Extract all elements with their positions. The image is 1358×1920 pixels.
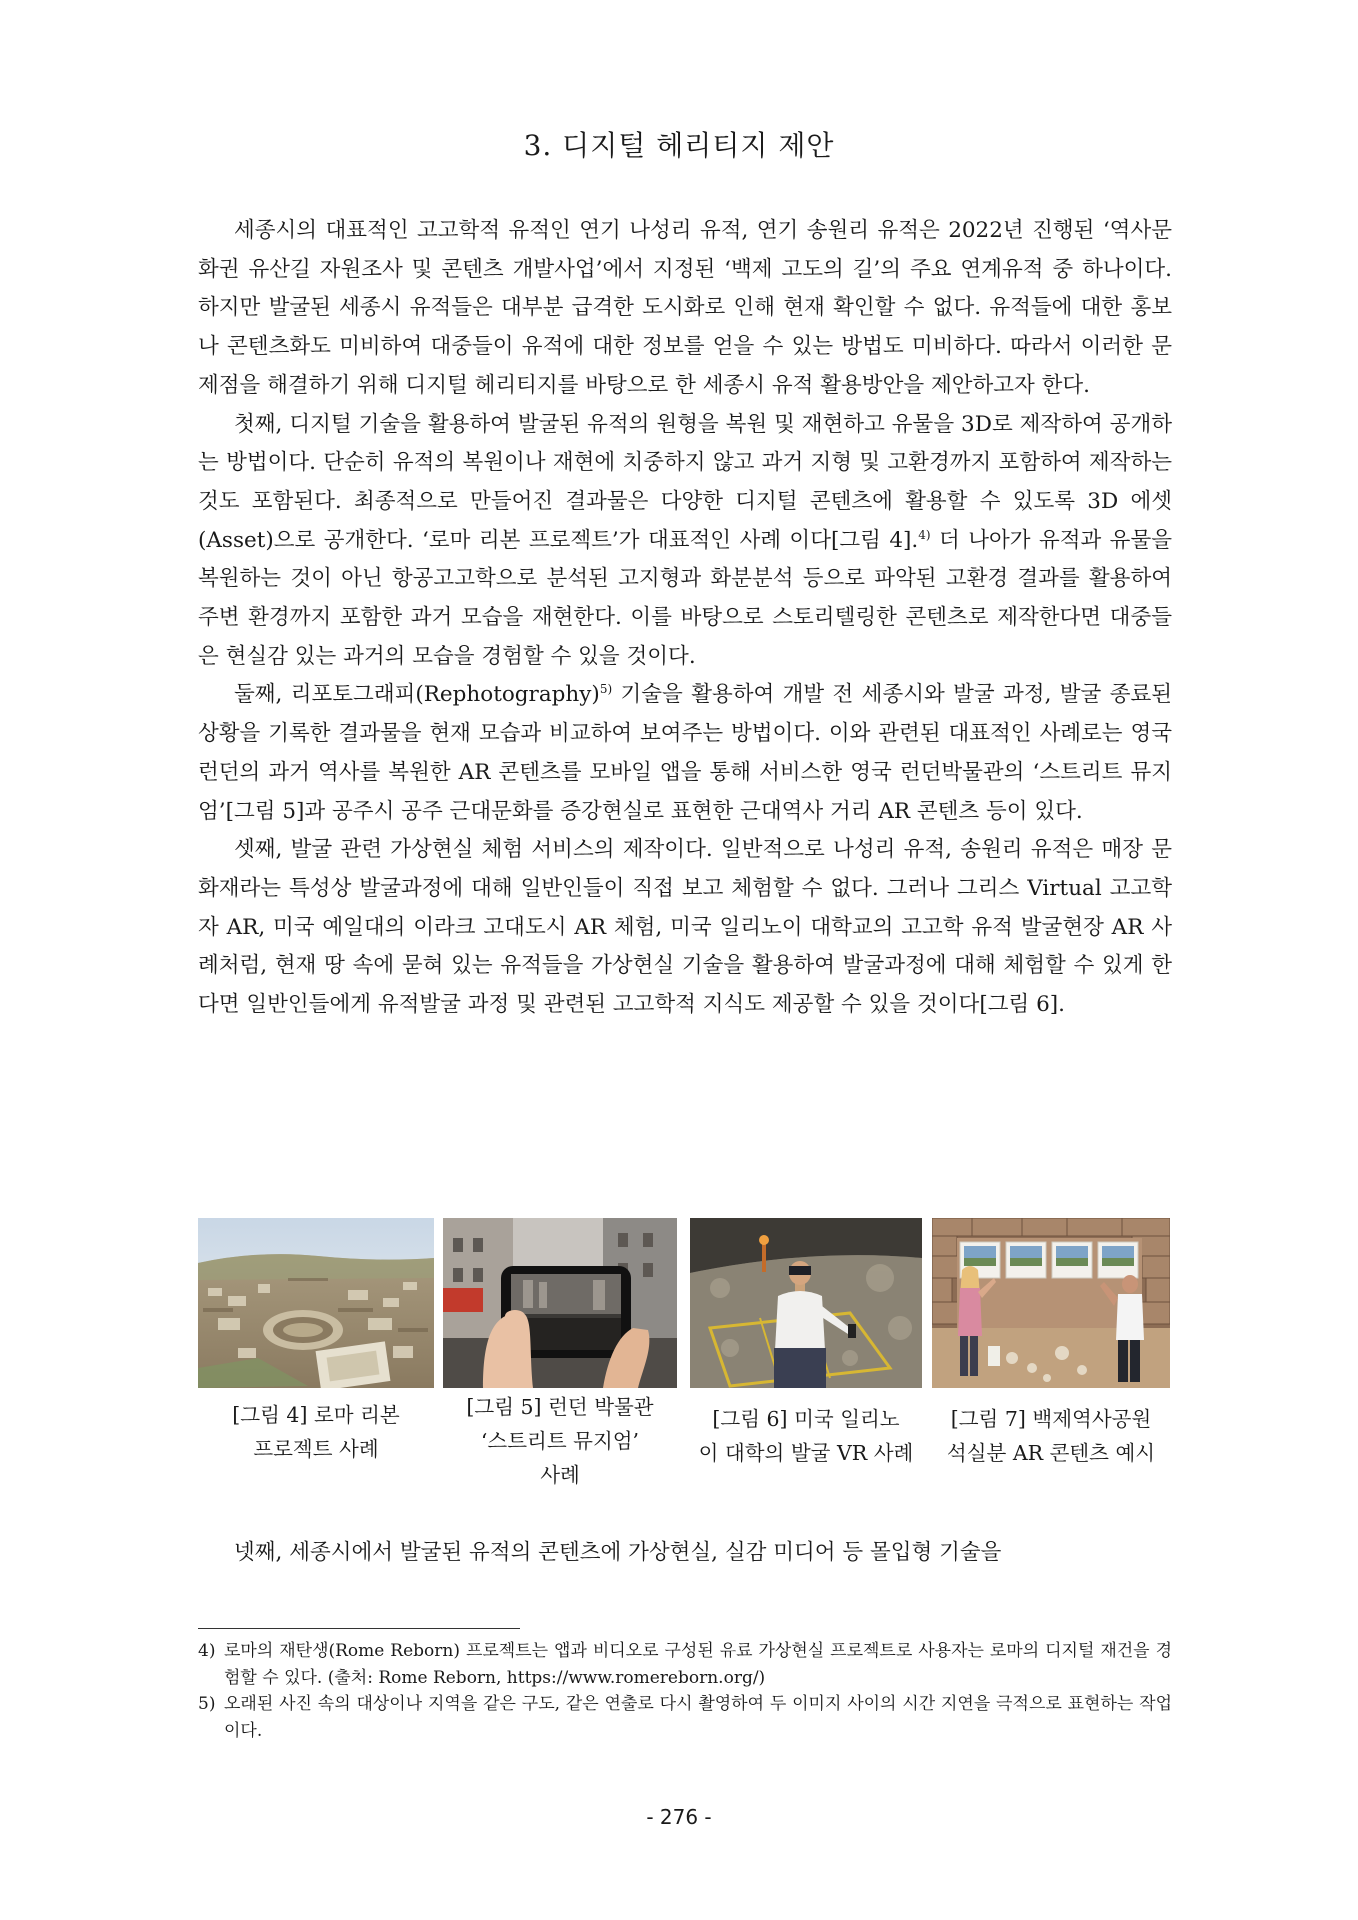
- paragraph-fourth: 넷째, 세종시에서 발굴된 유적의 콘텐츠에 가상현실, 실감 미디어 등 몰입형 기술을: [234, 1540, 1002, 1565]
- figure-7-caption: [그림 7] 백제역사공원 석실분 AR 콘텐츠 예시: [946, 1407, 1156, 1465]
- figure-6: [690, 1218, 922, 1470]
- figure-4-image: [198, 1218, 434, 1388]
- footnote-ref-4[interactable]: 4): [918, 527, 931, 542]
- figure-7: [932, 1218, 1170, 1470]
- figure-5-image: [443, 1218, 677, 1388]
- paragraph-intro: 세종시의 대표적인 고고학적 유적인 연기 나성리 유적, 연기 송원리 유적은 2022년 진행된 ‘역사문화권 유산길 자원조사 및 콘텐츠 개발사업’에서 지정된 ‘백제 고도의 길’의 주요 연계유적 중 하나이다. 하지만 발굴된 세종시 유적들은 대부분 급격한 도시화로 인해 현재 확인할 수 없다. 유적들에 대한 홍보나 콘텐츠화도 미비하여 대중들이 유적에 대한 정보를 얻을 수 있는 방법도 미비하다. 따라서 이러한 문제점을 해결하기 위해 디지털 헤리티지를 바탕으로 한 세종시 유적 활용방안을 제안하고자 한다.: [198, 218, 1172, 398]
- figure-6-image: [690, 1218, 922, 1388]
- paragraph-first: 첫째, 디지털 기술을 활용하여 발굴된 유적의 원형을 복원 및 재현하고 유물을 3D로 제작하여 공개하는 방법이다. 단순히 유적의 복원이나 재현에 치중하지 않고 과거 지형 및 고환경까지 포함하여 제작하는 것도 포함된다. 최종적으로 만들어진 결과물은 다양한 디지털 콘텐츠에 활용할 수 있도록 3D 에셋(Asset)으로 공개한다. ‘로마 리본 프로젝트’가 대표적인 사례 이다[그림 4].$^{4)}$ 더 나아가 유적과 유물을 복원하는 것이 아닌 항공고고학으로 분석된 고지형과 화분분석 등으로 파악된 고환경 결과를 활용하여 주변 환경까지 포함한 과거 모습을 재현한다. 이를 바탕으로 스토리텔링한 콘텐츠로 제작한다면 대중들은 현실감 있는 과거의 모습을 경험할 수 있을 것이다.: [198, 411, 1172, 669]
- figure-6-caption: [그림 6] 미국 일리노 이 대학의 발굴 VR 사례: [698, 1407, 914, 1465]
- section-title: 3. 디지털 헤리티지 제안: [523, 129, 835, 162]
- paragraph-third: 셋째, 발굴 관련 가상현실 체험 서비스의 제작이다. 일반적으로 나성리 유적, 송원리 유적은 매장 문화재라는 특성상 발굴과정에 대해 일반인들이 직접 보고 체험할 수 없다. 그러나 그리스 Virtual 고고학자 AR, 미국 예일대의 이라크 고대도시 AR 체험, 미국 일리노이 대학교의 고고학 유적 발굴현장 AR 사례처럼, 현재 땅 속에 묻혀 있는 유적들을 가상현실 기술을 활용하여 발굴과정에 대해 체험할 수 있게 한다면 일반인들에게 유적발굴 과정 및 관련된 고고학적 지식도 제공할 수 있을 것이다[그림 6].: [198, 837, 1172, 1018]
- footnote-ref-5[interactable]: 5): [599, 682, 613, 697]
- footnote-4: 4) 로마의 재탄생(Rome Reborn) 프로젝트는 앱과 비디오로 구성된 유료 가상현실 프로젝트로 사용자는 로마의 디지털 재건을 경험할 수 있다. (출처: Rome Reborn, https://www.romereborn.org/): [198, 1641, 1172, 1688]
- page-number: - 276 -: [646, 1805, 712, 1829]
- footnote-5: 5) 오래된 사진 속의 대상이나 지역을 같은 구도, 같은 연출로 다시 촬영하여 두 이미지 사이의 시간 지연을 극적으로 표현하는 작업이다.: [198, 1694, 1172, 1741]
- figure-row: [198, 1218, 1172, 1518]
- figure-4: [198, 1218, 434, 1466]
- paragraph-second: 둘째, 리포토그래피(Rephotography)$^{5)}$ 기술을 활용하여 개발 전 세종시와 발굴 과정, 발굴 종료된 상황을 기록한 결과물을 현재 모습과 비교하여 보여주는 방법이다. 이와 관련된 대표적인 사례로는 영국 런던의 과거 역사를 복원한 AR 콘텐츠를 모바일 앱을 통해 서비스한 영국 런던박물관의 ‘스트리트 뮤지엄’[그림 5]과 공주시 공주 근대문화를 증강현실로 표현한 근대역사 거리 AR 콘텐츠 등이 있다.: [198, 682, 1172, 824]
- footnote-divider: [198, 1628, 520, 1629]
- figure-7-image: [932, 1218, 1170, 1388]
- figure-5-caption: [그림 5] 런던 박물관 ‘스트리트 뮤지엄’ 사례: [466, 1395, 654, 1487]
- figure-4-caption: [그림 4] 로마 리본 프로젝트 사례: [232, 1403, 400, 1461]
- figure-5: [443, 1218, 677, 1492]
- body-text: [198, 212, 1172, 1025]
- footnotes: [198, 1638, 1172, 1744]
